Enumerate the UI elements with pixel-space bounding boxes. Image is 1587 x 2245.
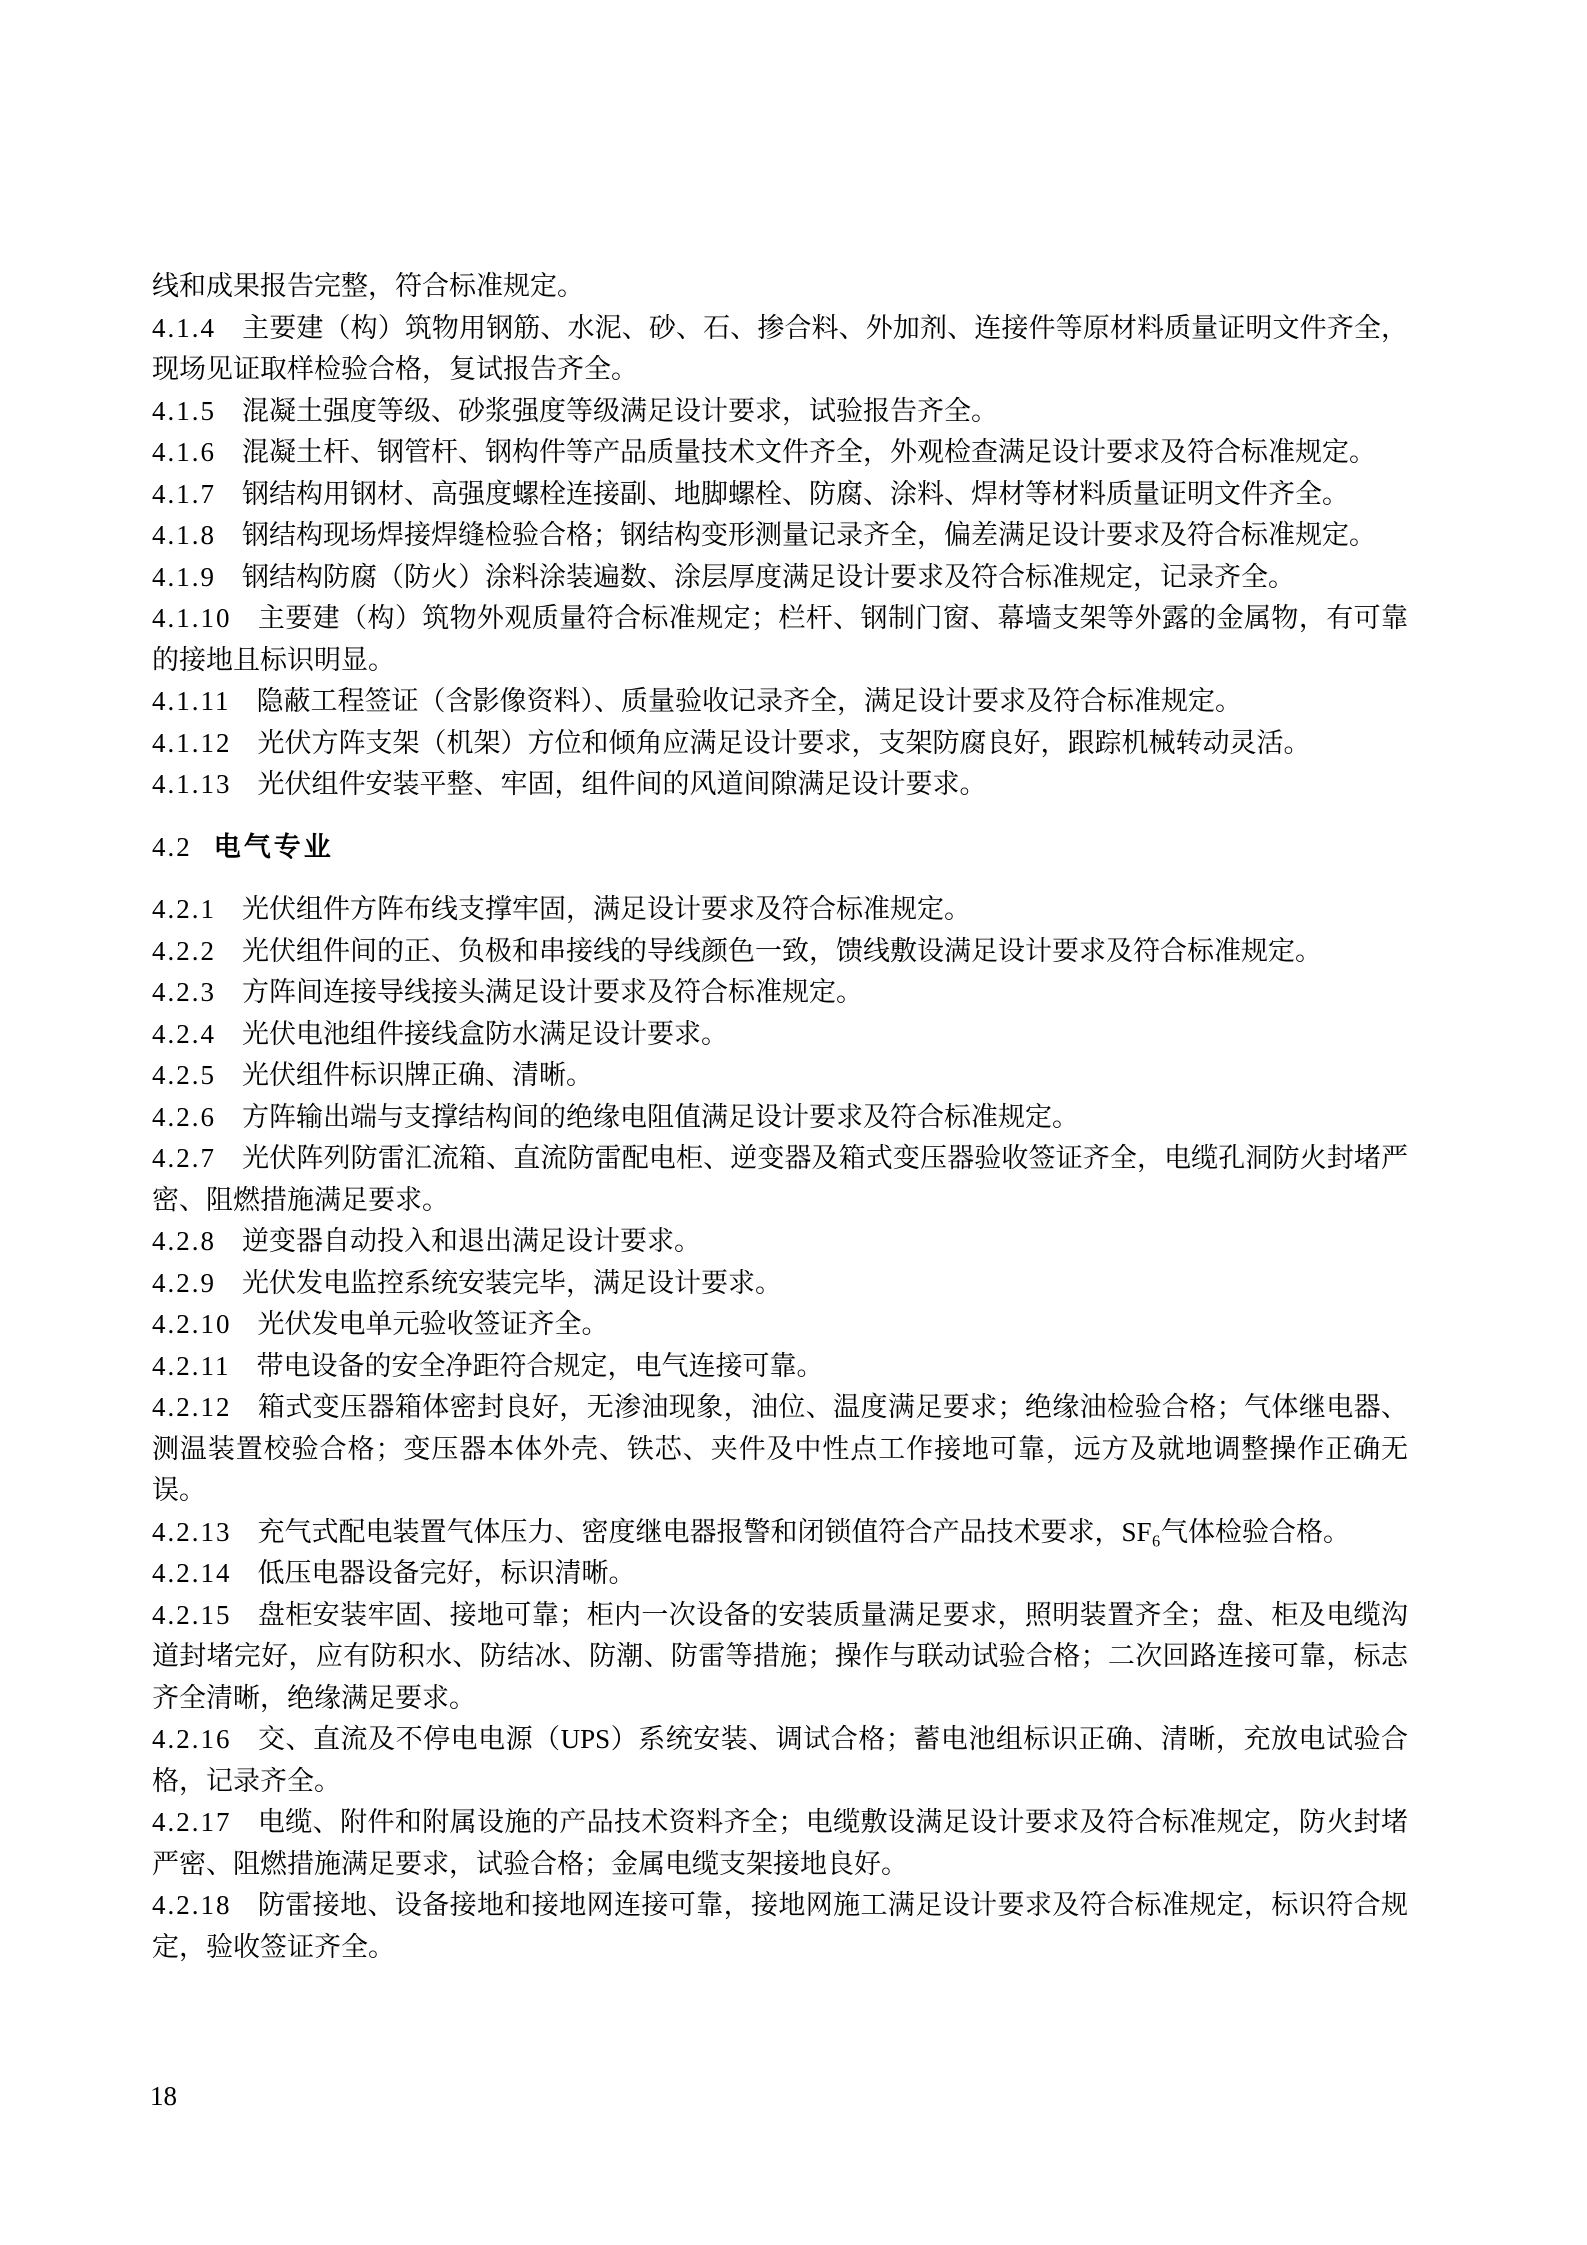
clause-number: 4.2.10	[152, 1309, 232, 1339]
clause-text: 光伏发电单元验收签证齐全。	[257, 1309, 609, 1339]
clause-paragraph	[152, 474, 1408, 516]
clause-text: 光伏组件标识牌正确、清晰。	[242, 1060, 593, 1090]
clause-number: 4.1.13	[152, 769, 232, 799]
clause-number: 4.2.6	[152, 1101, 216, 1132]
clause-text: 混凝土强度等级、砂浆强度等级满足设计要求，试验报告齐全。	[242, 395, 998, 426]
clause-text: 交、直流及不停电电源（UPS）系统安装、调试合格；蓄电池组标识正确、清晰，充放电试验合格，记录齐全。	[152, 1724, 1408, 1796]
clause-number: 4.2.3	[152, 977, 216, 1007]
clause-number: 4.2.14	[152, 1558, 232, 1588]
clause-paragraph	[152, 1263, 1408, 1305]
clause-number: 4.2.15	[152, 1599, 232, 1630]
section-number: 4.2	[152, 831, 192, 862]
clause-text: 带电设备的安全净距符合规定，电气连接可靠。	[256, 1350, 824, 1381]
clause-number: 4.1.9	[152, 561, 216, 592]
clause-text: 方阵输出端与支撑结构间的绝缘电阻值满足设计要求及符合标准规定。	[242, 1101, 1079, 1132]
clause-text: 盘柜安装牢固、接地可靠；柜内一次设备的安装质量满足要求，照明装置齐全；盘、柜及电缆沟道封堵完好，应有防积水、防结冰、防潮、防雷等措施；操作与联动试验合格；二次回路连接可靠，标志齐全清晰，绝缘满足要求。	[152, 1599, 1408, 1713]
clause-paragraph	[152, 972, 1408, 1014]
clause-number: 4.1.12	[152, 727, 232, 758]
section-title: 电气专业	[213, 831, 334, 862]
clause-paragraph	[152, 515, 1408, 557]
clause-number: 4.2.8	[152, 1226, 216, 1256]
clause-number: 4.2.9	[152, 1267, 216, 1298]
clause-number: 4.2.18	[152, 1890, 232, 1920]
clause-number: 4.2.7	[152, 1143, 216, 1173]
clause-number: 4.2.11	[152, 1350, 231, 1381]
clause-paragraph	[152, 931, 1408, 973]
clause-text: 钢结构用钢材、高强度螺栓连接副、地脚螺栓、防腐、涂料、焊材等材料质量证明文件齐全。	[242, 478, 1349, 509]
clause-number: 4.2.4	[152, 1018, 216, 1049]
section-heading	[152, 827, 1408, 869]
clause-text: 箱式变压器箱体密封良好，无渗油现象，油位、温度满足要求；绝缘油检验合格；气体继电器、测温装置校验合格；变压器本体外壳、铁芯、夹件及中性点工作接地可靠，远方及就地调整操作正确无误。	[152, 1392, 1408, 1505]
clause-paragraph	[152, 1346, 1408, 1388]
clause-number: 4.1.6	[152, 437, 216, 467]
clause-paragraph	[152, 1055, 1408, 1097]
clause-paragraph	[152, 1221, 1408, 1263]
clause-paragraph	[152, 1512, 1408, 1554]
clause-number: 4.2.17	[152, 1807, 232, 1837]
clause-paragraph	[152, 1719, 1408, 1802]
clause-number: 4.2.16	[152, 1724, 232, 1754]
clause-number: 4.2.1	[152, 894, 216, 924]
clause-paragraph	[152, 432, 1408, 474]
clause-text: 光伏阵列防雷汇流箱、直流防雷配电柜、逆变器及箱式变压器验收签证齐全，电缆孔洞防火封堵严密、阻燃措施满足要求。	[152, 1143, 1408, 1215]
clause-text: 光伏组件间的正、负极和串接线的导线颜色一致，馈线敷设满足设计要求及符合标准规定。	[242, 935, 1322, 966]
clause-number: 4.2.5	[152, 1060, 216, 1090]
clause-number: 4.1.5	[152, 395, 216, 426]
clause-number: 4.2.2	[152, 935, 216, 966]
clause-number: 4.1.10	[152, 603, 232, 633]
clause-paragraph	[152, 1138, 1408, 1221]
clause-paragraph	[152, 764, 1408, 806]
clause-paragraph	[152, 889, 1408, 931]
clause-paragraph	[152, 1097, 1408, 1139]
clause-text: 钢结构防腐（防火）涂料涂装遍数、涂层厚度满足设计要求及符合标准规定，记录齐全。	[242, 561, 1295, 592]
clause-text: 光伏组件方阵布线支撑牢固，满足设计要求及符合标准规定。	[242, 894, 971, 924]
clause-paragraph	[152, 1014, 1408, 1056]
clause-text: 充气式配电装置气体压力、密度继电器报警和闭锁值符合产品技术要求，SF₆气体检验合格。	[257, 1516, 1350, 1547]
clause-text: 电缆、附件和附属设施的产品技术资料齐全；电缆敷设满足设计要求及符合标准规定，防火封堵严密、阻燃措施满足要求，试验合格；金属电缆支架接地良好。	[152, 1807, 1408, 1879]
clause-paragraph	[152, 681, 1408, 723]
clause-paragraph	[152, 1553, 1408, 1595]
clause-text: 主要建（构）筑物外观质量符合标准规定；栏杆、钢制门窗、幕墙支架等外露的金属物，有可靠的接地且标识明显。	[152, 603, 1408, 675]
clause-paragraph	[152, 1387, 1408, 1512]
clause-number: 4.1.11	[152, 686, 231, 716]
clause-text: 光伏发电监控系统安装完毕，满足设计要求。	[242, 1267, 782, 1298]
document-body	[152, 266, 1408, 1968]
clause-text: 低压电器设备完好，标识清晰。	[257, 1558, 636, 1588]
clause-number: 4.1.4	[152, 312, 216, 343]
clause-paragraph	[152, 1304, 1408, 1346]
clause-number: 4.2.13	[152, 1516, 232, 1547]
clause-number: 4.2.12	[152, 1392, 232, 1422]
clause-text: 光伏组件安装平整、牢固，组件间的风道间隙满足设计要求。	[257, 769, 987, 799]
clause-paragraph	[152, 1885, 1408, 1968]
clause-paragraph	[152, 1802, 1408, 1885]
clause-text: 混凝土杆、钢管杆、钢构件等产品质量技术文件齐全，外观检查满足设计要求及符合标准规定。	[242, 437, 1376, 467]
clause-text: 光伏方阵支架（机架）方位和倾角应满足设计要求，支架防腐良好，跟踪机械转动灵活。	[257, 727, 1311, 758]
clause-paragraph	[152, 308, 1408, 391]
clause-text: 隐蔽工程签证（含影像资料）、质量验收记录齐全，满足设计要求及符合标准规定。	[256, 686, 1242, 716]
clause-text: 光伏电池组件接线盒防水满足设计要求。	[242, 1018, 728, 1049]
clause-text: 主要建（构）筑物用钢筋、水泥、砂、石、掺合料、外加剂、连接件等原材料质量证明文件齐全，现场见证取样检验合格，复试报告齐全。	[152, 312, 1408, 384]
clause-paragraph	[152, 598, 1408, 681]
clause-number: 4.1.8	[152, 520, 216, 550]
clause-number: 4.1.7	[152, 478, 216, 509]
clause-paragraph	[152, 391, 1408, 433]
clause-paragraph	[152, 1595, 1408, 1720]
clause-text: 防雷接地、设备接地和接地网连接可靠，接地网施工满足设计要求及符合标准规定，标识符合规定，验收签证齐全。	[152, 1890, 1408, 1962]
clause-text: 方阵间连接导线接头满足设计要求及符合标准规定。	[242, 977, 863, 1007]
clause-text: 逆变器自动投入和退出满足设计要求。	[242, 1226, 701, 1256]
continuation-paragraph: 线和成果报告完整，符合标准规定。	[152, 271, 584, 301]
page-number: 18	[150, 2081, 177, 2111]
clause-paragraph	[152, 557, 1408, 599]
clause-paragraph	[152, 723, 1408, 765]
clause-text: 钢结构现场焊接焊缝检验合格；钢结构变形测量记录齐全，偏差满足设计要求及符合标准规定。	[242, 520, 1376, 550]
